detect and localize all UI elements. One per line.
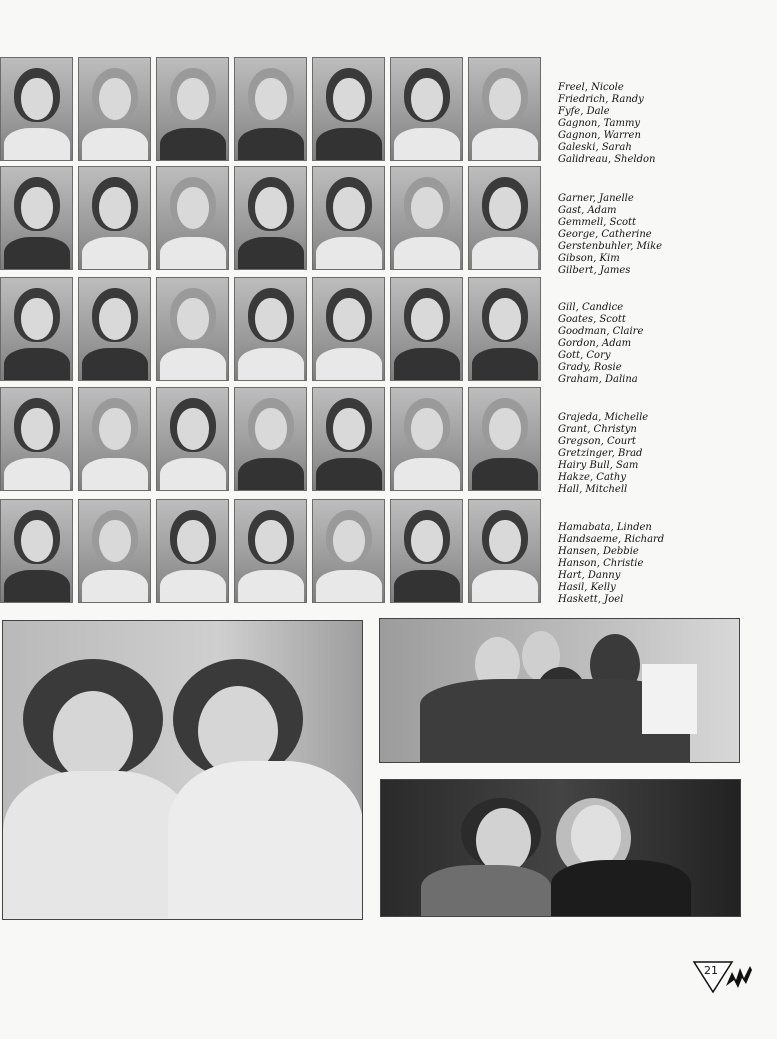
candid-photo-group	[379, 618, 740, 763]
student-name: Hamabata, Linden	[558, 522, 652, 533]
portrait-goates-scott	[78, 277, 151, 381]
portrait-gregson-court	[156, 387, 229, 491]
portrait-friedrich-randy	[78, 57, 151, 161]
student-name: Hasil, Kelly	[558, 582, 616, 593]
name-list-row-2	[558, 193, 662, 277]
portrait-garner-janelle	[0, 166, 73, 270]
student-name: Fyfe, Dale	[558, 106, 610, 117]
portrait-gill-candice	[0, 277, 73, 381]
portrait-gordon-adam	[234, 277, 307, 381]
portrait-hamabata-linden	[0, 499, 73, 603]
portrait-row-4	[0, 387, 541, 491]
student-name: Handsaeme, Richard	[558, 534, 665, 545]
portrait-grajeda-michelle	[0, 387, 73, 491]
student-name: Gill, Candice	[558, 302, 624, 313]
name-list-row-5	[558, 522, 664, 606]
portrait-gast-adam	[78, 166, 151, 270]
student-name: Galeski, Sarah	[558, 142, 632, 153]
student-name: Gregson, Court	[558, 436, 636, 447]
portrait-gemmell-scott	[156, 166, 229, 270]
candid-photo-two-friends	[380, 779, 741, 917]
student-name: Hanson, Christie	[558, 558, 644, 569]
portrait-gretzinger-brad	[234, 387, 307, 491]
name-list-row-1	[558, 82, 655, 166]
portrait-gagnon-warren	[312, 57, 385, 161]
student-name: Graham, Dalina	[558, 374, 638, 385]
portrait-gibson-kim	[390, 166, 463, 270]
portrait-grady-rosie	[390, 277, 463, 381]
student-name: Friedrich, Randy	[558, 94, 644, 105]
student-name: Gibson, Kim	[558, 253, 620, 264]
portrait-row-1	[0, 57, 541, 161]
page-number: 21	[704, 964, 718, 977]
page-number-badge	[692, 960, 756, 994]
portrait-gagnon-tammy	[234, 57, 307, 161]
portrait-hart-danny	[312, 499, 385, 603]
student-name: Hakze, Cathy	[558, 472, 627, 483]
student-name: Gagnon, Warren	[558, 130, 641, 141]
portrait-fyfe-dale	[156, 57, 229, 161]
student-name: Freel, Nicole	[558, 82, 624, 93]
portrait-graham-dalina	[468, 277, 541, 381]
student-name: Hall, Mitchell	[558, 484, 628, 495]
portrait-hall-mitchell	[468, 387, 541, 491]
portrait-hairy-bull-sam	[312, 387, 385, 491]
student-name: Gast, Adam	[558, 205, 617, 216]
portrait-gilbert-james	[468, 166, 541, 270]
student-name: George, Catherine	[558, 229, 652, 240]
portrait-gerstenbuhler-mike	[312, 166, 385, 270]
student-name: Grant, Christyn	[558, 424, 637, 435]
portrait-hanson-christie	[234, 499, 307, 603]
portrait-grant-christyn	[78, 387, 151, 491]
portrait-hasil-kelly	[390, 499, 463, 603]
portrait-row-5	[0, 499, 541, 603]
portrait-hansen-debbie	[156, 499, 229, 603]
student-name: Gretzinger, Brad	[558, 448, 643, 459]
student-name: Hairy Bull, Sam	[558, 460, 639, 471]
candid-photo-two-girls	[2, 620, 363, 920]
portrait-goodman-claire	[156, 277, 229, 381]
student-name: Garner, Janelle	[558, 193, 634, 204]
portrait-galidreau-sheldon	[468, 57, 541, 161]
student-name: Grady, Rosie	[558, 362, 622, 373]
portrait-row-3	[0, 277, 541, 381]
portrait-haskett-joel	[468, 499, 541, 603]
student-name: Goodman, Claire	[558, 326, 644, 337]
portrait-freel-nicole	[0, 57, 73, 161]
student-name: Gemmell, Scott	[558, 217, 637, 228]
student-name: Goates, Scott	[558, 314, 626, 325]
portrait-galeski-sarah	[390, 57, 463, 161]
portrait-george-catherine	[234, 166, 307, 270]
triangle-logo-icon	[692, 960, 756, 994]
student-name: Gagnon, Tammy	[558, 118, 641, 129]
portrait-handsaeme-richard	[78, 499, 151, 603]
name-list-row-3	[558, 302, 643, 386]
portrait-hakze-cathy	[390, 387, 463, 491]
student-name: Hansen, Debbie	[558, 546, 639, 557]
student-name: Gilbert, James	[558, 265, 631, 276]
student-name: Galidreau, Sheldon	[558, 154, 656, 165]
student-name: Gordon, Adam	[558, 338, 632, 349]
student-name: Gerstenbuhler, Mike	[558, 241, 663, 252]
name-list-row-4	[558, 412, 648, 496]
student-name: Haskett, Joel	[558, 594, 624, 605]
portrait-gott-cory	[312, 277, 385, 381]
student-name: Grajeda, Michelle	[558, 412, 649, 423]
student-name: Gott, Cory	[558, 350, 611, 361]
portrait-row-2	[0, 166, 541, 270]
student-name: Hart, Danny	[558, 570, 621, 581]
